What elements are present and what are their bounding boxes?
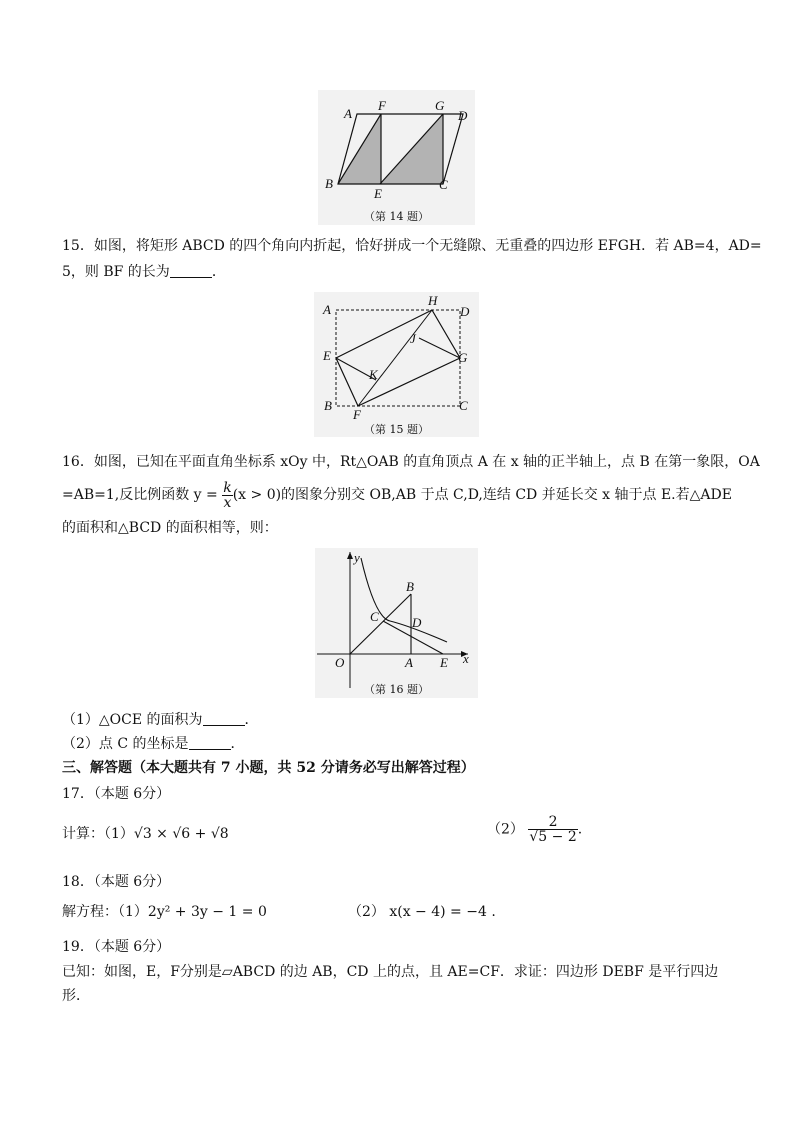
label-d: D <box>460 304 470 319</box>
label-d: D <box>412 615 422 630</box>
quadrilateral-efgh <box>336 310 460 406</box>
q16-line1: 16．如图，已知在平面直角坐标系 xOy 中，Rt△OAB 的直角顶点 A 在 x 轴的正半轴上，点 B 在第一象限，OA <box>62 454 760 470</box>
section-3-heading: 三、解答题（本大题共有 7 小题，共 52 分请务必写出解答过程） <box>62 760 475 776</box>
label-d: D <box>458 108 468 123</box>
hyperbola-curve <box>361 558 447 642</box>
label-e: E <box>440 655 448 670</box>
q17-heading: 17．（本题 6分） <box>62 786 171 802</box>
answer-blank-15[interactable] <box>170 263 212 278</box>
label-f: F <box>378 98 386 113</box>
q16-sub1: （1）△OCE 的面积为 ． <box>62 712 259 728</box>
fraction-2-over-sqrt5-minus-2: $\frac{2}{√5 - 2}$ <box>529 814 577 845</box>
label-b: B <box>325 176 333 191</box>
label-c: C <box>439 177 448 192</box>
label-b: B <box>324 398 332 413</box>
figure-16 <box>315 548 478 698</box>
label-c: C <box>459 398 468 413</box>
label-e: E <box>374 186 382 201</box>
q17-part2: （2） $\frac{2}{√5 - 2}$ . <box>487 814 583 845</box>
q17-part1: 计算：（1）√3 × √6 + √8 <box>62 826 229 842</box>
figure-14-diagram <box>318 90 475 225</box>
label-b: B <box>406 579 414 594</box>
figure-15-caption: （第 15 题） <box>364 423 429 436</box>
answer-blank-16-1[interactable] <box>203 711 245 726</box>
q16-line2-rest: (x > 0)的图象分别交 OB,AB 于点 C,D,连结 CD 并延长交 x 轴于点 E.若△ADE <box>232 487 732 503</box>
figure-14 <box>318 90 475 225</box>
label-h: H <box>428 293 438 308</box>
q15-line2 <box>62 262 226 282</box>
label-j: J <box>410 331 416 346</box>
label-k: K <box>369 367 378 382</box>
label-g: G <box>435 98 445 113</box>
q15-line2-text: 5，则 BF 的长为 <box>62 264 170 280</box>
q18-heading: 18．（本题 6分） <box>62 874 171 890</box>
label-y: y <box>354 550 360 565</box>
figure-15-diagram <box>314 292 479 437</box>
label-a: A <box>405 655 413 670</box>
label-x: x <box>463 651 469 666</box>
q15-line1: 15．如图，将矩形 ABCD 的四个角向内折起，恰好拼成一个无缝隙、无重叠的四边形 EFGH．若 AB=4，AD= <box>62 238 762 254</box>
q18-part1: 解方程：（1）2y² + 3y − 1 = 0 <box>62 904 267 920</box>
label-o: O <box>335 655 345 670</box>
figure-16-diagram <box>315 548 478 698</box>
label-c: C <box>370 609 379 624</box>
figure-14-caption: （第 14 题） <box>364 210 429 223</box>
label-e: E <box>323 348 331 363</box>
label-f: F <box>353 407 361 422</box>
label-g: G <box>458 350 468 365</box>
q18-part2: （2） x(x − 4) = −4 . <box>348 904 496 920</box>
rectangle-abcd <box>336 310 460 406</box>
q19-line2: 形． <box>62 988 90 1004</box>
q16-line3: 的面积和△BCD 的面积相等，则： <box>62 520 278 536</box>
q16-line2 <box>62 478 732 512</box>
label-a: A <box>323 302 331 317</box>
q16-line2-text: =AB=1,反比例函数 y = <box>62 487 218 503</box>
figure-15 <box>314 292 479 437</box>
fraction-k-over-x: $\frac{k}{x}$ <box>223 479 232 511</box>
q15-line2-end: ． <box>211 264 226 280</box>
figure-16-caption: （第 16 题） <box>364 683 429 696</box>
answer-blank-16-2[interactable] <box>189 735 231 750</box>
label-a: A <box>344 106 352 121</box>
q19-line1: 已知：如图，E，F分别是▱ABCD 的边 AB，CD 上的点，且 AE=CF．求证：四边形 DEBF 是平行四边 <box>62 964 719 980</box>
q19-heading: 19．（本题 6分） <box>62 939 171 955</box>
q16-sub2: （2）点 C 的坐标是 ． <box>62 736 245 752</box>
